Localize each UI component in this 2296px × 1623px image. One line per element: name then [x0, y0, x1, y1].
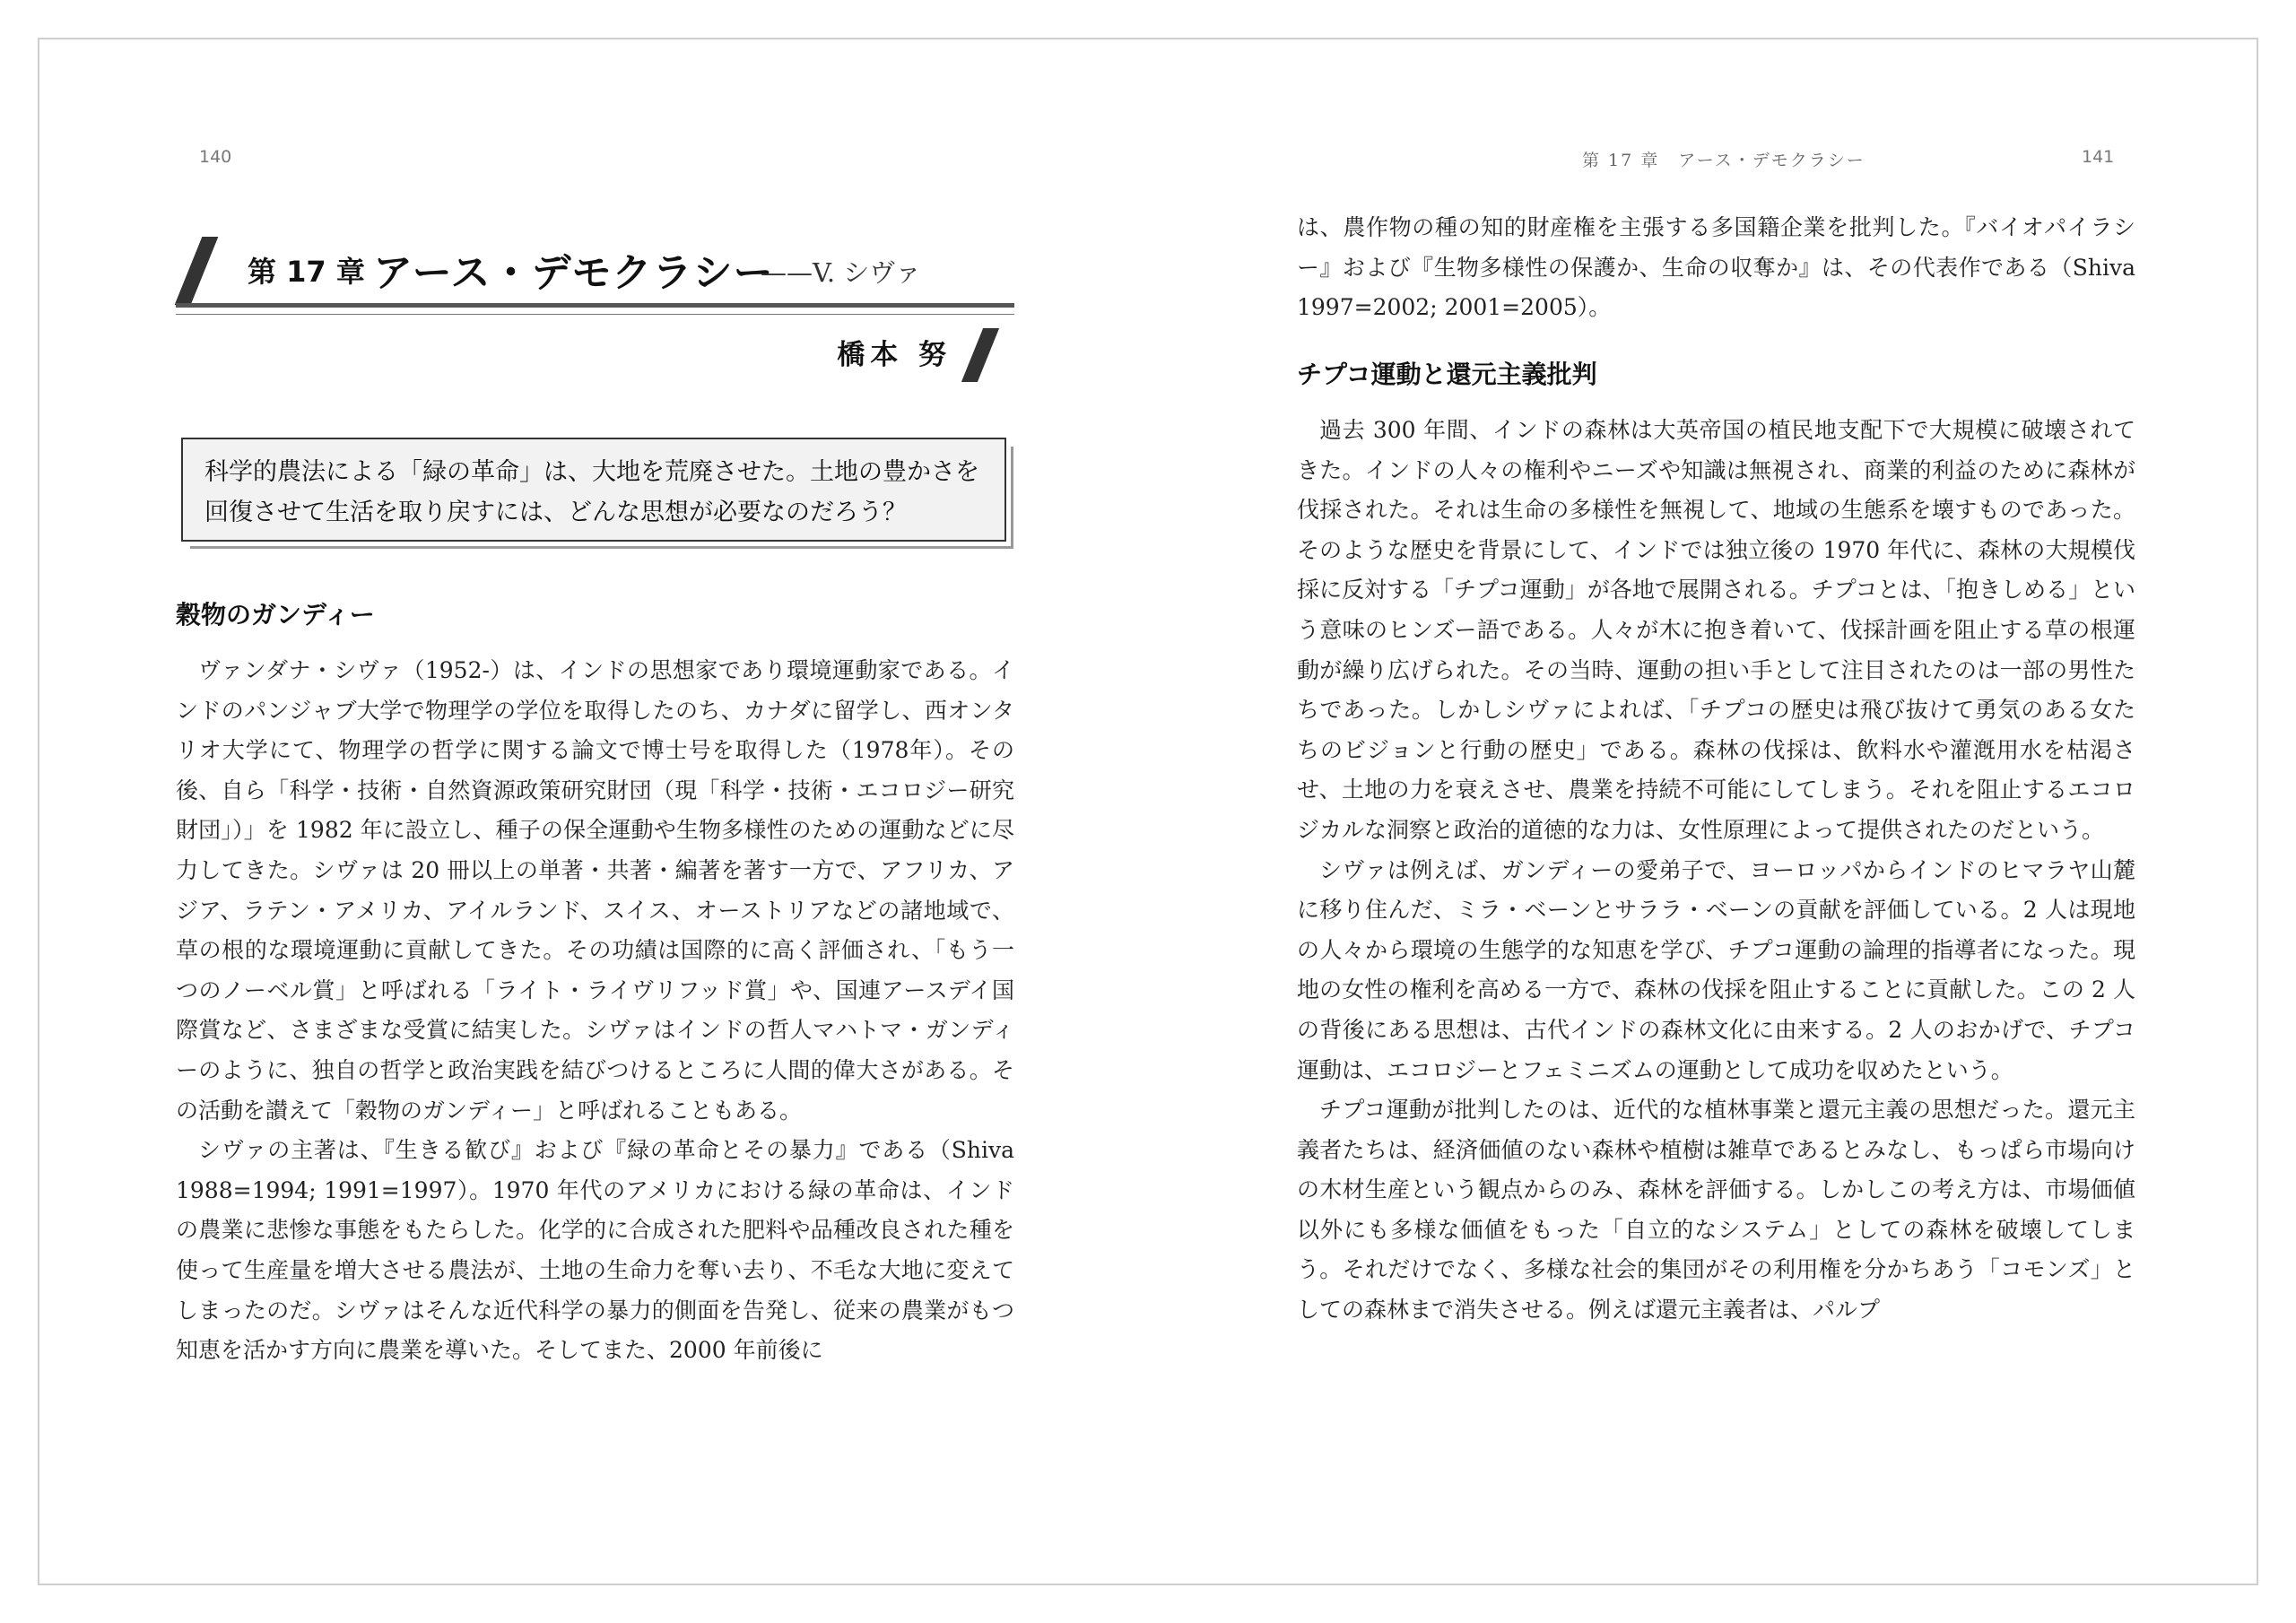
chapter-rule-thin [176, 314, 1014, 315]
section-heading-right: チプコ運動と還元主義批判 [1297, 360, 1597, 389]
chapter-slash-mark [175, 237, 219, 305]
body-text-left [176, 651, 1014, 1371]
author-slash-mark [961, 328, 999, 382]
chapter-title: アース・デモクラシー [373, 250, 774, 296]
paragraph: 過去 300 年間、インドの森林は大英帝国の植民地支配下で大規模に破壊されてきた。インドの人々の権利やニーズや知識は無視され、商業的利益のために森林が伐採された。それは生命の多様性を無視して、地域の生態系を壊すものであった。そのような歴史を背景にして、インドでは独立後の 1970 年代に、森林の大規模伐採に反対する「チプコ運動」が各地で展開される。チプコとは、「抱きしめる」という意味のヒンズー語である。人々が木に抱き着いて、伐採計画を阻止する草の根運動が繰り広げられた。その当時、運動の担い手として注目されたのは一部の男性たちであった。しかしシヴァによれば、「チプコの歴史は飛び抜けて勇気のある女たちのビジョンと行動の歴史」である。森林の伐採は、飲料水や灌漑用水を枯渇させ、土地の力を衰えさせ、農業を持続不可能にしてしまう。それを阻止するエコロジカルな洞察と政治的道徳的な力は、女性原理によって提供されたのだという。 [1297, 417, 2136, 843]
left-page [176, 0, 1014, 1623]
paragraph: チプコ運動が批判したのは、近代的な植林事業と還元主義の思想だった。還元主義者たちは、経済価値のない森林や植樹は雑草であるとみなし、もっぱら市場向けの木材生産という観点からのみ、森林を評価する。しかしこの考え方は、市場価値以外にも多様な価値をもった「自立的なシステム」としての森林を破壊してしまう。それだけでなく、多様な社会的集団がその利用権を分かちあう「コモンズ」としての森林まで消失させる。例えば還元主義者は、パルプ [1297, 1097, 2135, 1324]
body-text-right-opening [1297, 208, 2135, 328]
running-head: 第 17 章 アース・デモクラシー [1582, 151, 1866, 170]
chapter-lead-box: 科学的農法による「緑の革命」は、大地を荒廃させた。土地の豊かさを回復させて生活を取り戻すには、どんな思想が必要なのだろう？ [181, 438, 1006, 542]
chapter-subtitle: ——V. シヴァ [761, 257, 922, 288]
page-number-left: 140 [199, 147, 232, 167]
right-page [1297, 0, 2135, 1623]
page-number-right: 141 [2082, 147, 2115, 167]
body-text-right [1297, 411, 2135, 1331]
section-heading-left: 穀物のガンディー [176, 600, 375, 629]
paragraph: シヴァの主著は、『生きる歓び』および『緑の革命とその暴力』である（Shiva 1988=1994; 1991=1997）。1970 年代のアメリカにおける緑の革命は、インドの農業に悲惨な事態をもたらした。化学的に合成された肥料や品種改良された種を使って生産量を増大させる農法が、土地の生命力を奪い去り、不毛な大地に変えてしまったのだ。シヴァはそんな近代科学の暴力的側面を告発し、従来の農業がもつ知恵を活かす方向に農業を導いた。そしてまた、2000 年前後に [176, 1137, 1014, 1364]
paragraph: シヴァは例えば、ガンディーの愛弟子で、ヨーロッパからインドのヒマラヤ山麓に移り住んだ、ミラ・ベーンとサララ・ベーンの貢献を評価している。2 人は現地の人々から環境の生態学的な知恵を学び、チプコ運動の論理的指導者になった。現地の女性の権利を高める一方で、森林の伐採を阻止することに貢献した。この 2 人の背後にある思想は、古代インドの森林文化に由来する。2 人のおかげで、チプコ運動は、エコロジーとフェミニズムの運動として成功を収めたという。 [1297, 856, 2135, 1083]
paragraph-continued: は、農作物の種の知的財産権を主張する多国籍企業を批判した。『バイオパイラシー』および『生物多様性の保護か、生命の収奪か』は、その代表作である（Shiva 1997=2002; 2001=2005）。 [1297, 214, 2135, 321]
chapter-number: 第 17 章 [248, 255, 365, 289]
chapter-author: 橋本 努 [837, 339, 952, 371]
chapter-header [176, 235, 1014, 371]
chapter-rule [176, 303, 1014, 308]
paragraph: ヴァンダナ・シヴァ（1952-）は、インドの思想家であり環境運動家である。インドのパンジャブ大学で物理学の学位を取得したのち、カナダに留学し、西オンタリオ大学にて、物理学の哲学に関する論文で博士号を取得した（1978年）。その後、自ら「科学・技術・自然資源政策研究財団（現「科学・技術・エコロジー研究財団」）」を 1982 年に設立し、種子の保全運動や生物多様性のための運動などに尽力してきた。シヴァは 20 冊以上の単著・共著・編著を著す一方で、アフリカ、アジア、ラテン・アメリカ、アイルランド、スイス、オーストリアなどの諸地域で、草の根的な環境運動に貢献してきた。その功績は国際的に高く評価され、「もう一つのノーベル賞」と呼ばれる「ライト・ライヴリフッド賞」や、国連アースデイ国際賞など、さまざまな受賞に結実した。シヴァはインドの哲人マハトマ・ガンディーのように、独自の哲学と政治実践を結びつけるところに人間的偉大さがある。その活動を讃えて「穀物のガンディー」と呼ばれることもある。 [176, 657, 1014, 1124]
